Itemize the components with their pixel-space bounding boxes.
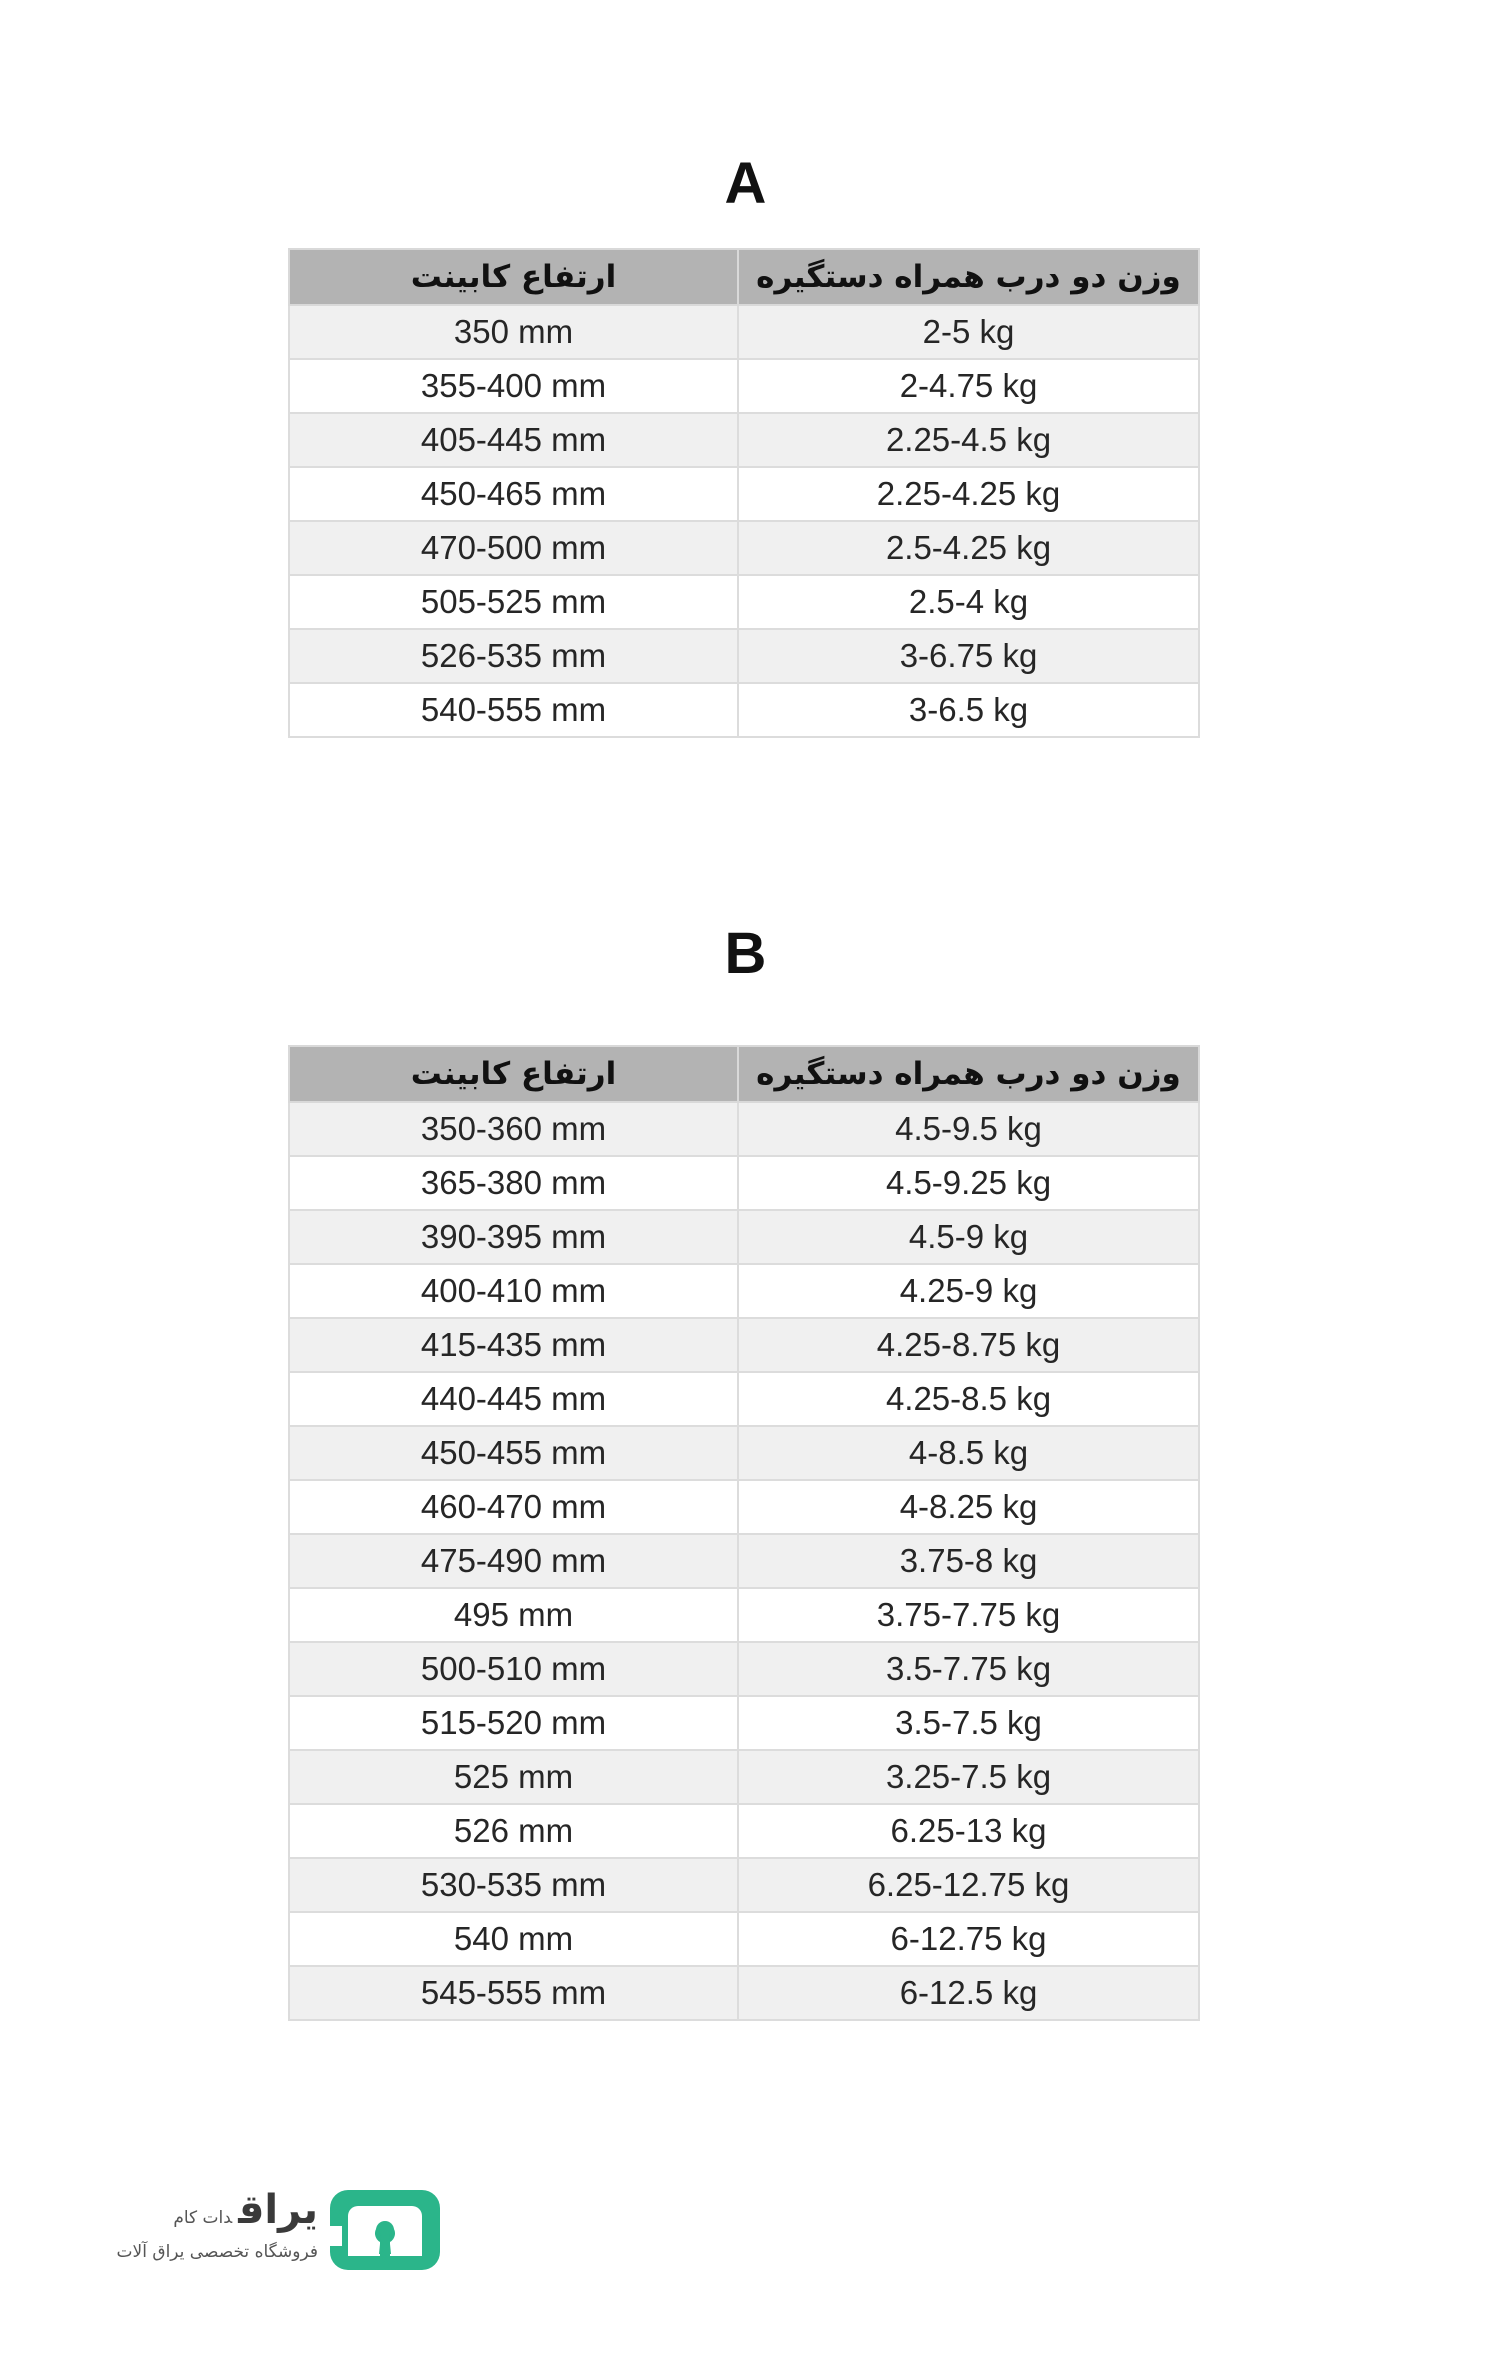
- table-row: [289, 521, 1199, 575]
- table-row: [289, 1534, 1199, 1588]
- logo-suffix: دات کام: [173, 2208, 233, 2228]
- height-cell: 526 mm: [289, 1804, 738, 1858]
- weight-cell: 3.5-7.5 kg: [738, 1696, 1199, 1750]
- table-row: [289, 1912, 1199, 1966]
- weight-cell: 4.5-9.5 kg: [738, 1102, 1199, 1156]
- table-b-header-weight: وزن دو درب همراه دستگیره: [738, 1046, 1199, 1102]
- weight-cell: 3-6.5 kg: [738, 683, 1199, 737]
- weight-cell: 2.5-4 kg: [738, 575, 1199, 629]
- table-row: [289, 1210, 1199, 1264]
- table-row: [289, 1480, 1199, 1534]
- table-a-header-height: ارتفاع کابینت: [289, 249, 738, 305]
- height-cell: 505-525 mm: [289, 575, 738, 629]
- table-row: [289, 1642, 1199, 1696]
- height-cell: 470-500 mm: [289, 521, 738, 575]
- table-row: [289, 467, 1199, 521]
- height-cell: 350-360 mm: [289, 1102, 738, 1156]
- table-b-header-height: ارتفاع کابینت: [289, 1046, 738, 1102]
- table-row: [289, 413, 1199, 467]
- table-row: [289, 683, 1199, 737]
- height-cell: 495 mm: [289, 1588, 738, 1642]
- weight-cell: 2-4.75 kg: [738, 359, 1199, 413]
- height-cell: 450-455 mm: [289, 1426, 738, 1480]
- table-b: [288, 1045, 1200, 2021]
- table-a-header-weight: وزن دو درب همراه دستگیره: [738, 249, 1199, 305]
- table-row: [289, 1858, 1199, 1912]
- height-cell: 440-445 mm: [289, 1372, 738, 1426]
- table-row: [289, 1750, 1199, 1804]
- table-a: [288, 248, 1200, 738]
- table-row: [289, 1804, 1199, 1858]
- table-row: [289, 1318, 1199, 1372]
- weight-cell: 4-8.5 kg: [738, 1426, 1199, 1480]
- table-row: [289, 575, 1199, 629]
- height-cell: 540-555 mm: [289, 683, 738, 737]
- weight-cell: 6-12.5 kg: [738, 1966, 1199, 2020]
- yaragh-keyhole-logo-icon: [328, 2186, 442, 2274]
- weight-cell: 2-5 kg: [738, 305, 1199, 359]
- table-b-header-row: [289, 1046, 1199, 1102]
- weight-cell: 3.5-7.75 kg: [738, 1642, 1199, 1696]
- height-cell: 540 mm: [289, 1912, 738, 1966]
- logo-brand-name: یراق: [238, 2187, 318, 2233]
- table-row: [289, 1966, 1199, 2020]
- weight-cell: 3.75-8 kg: [738, 1534, 1199, 1588]
- weight-cell: 4.5-9 kg: [738, 1210, 1199, 1264]
- height-cell: 475-490 mm: [289, 1534, 738, 1588]
- height-cell: 545-555 mm: [289, 1966, 738, 2020]
- weight-cell: 4.5-9.25 kg: [738, 1156, 1199, 1210]
- table-a-title: A: [724, 151, 767, 216]
- logo-text: [117, 2188, 318, 2264]
- height-cell: 500-510 mm: [289, 1642, 738, 1696]
- weight-cell: 6-12.75 kg: [738, 1912, 1199, 1966]
- table-row: [289, 1426, 1199, 1480]
- table-row: [289, 1102, 1199, 1156]
- height-cell: 460-470 mm: [289, 1480, 738, 1534]
- height-cell: 405-445 mm: [289, 413, 738, 467]
- weight-cell: 4.25-8.75 kg: [738, 1318, 1199, 1372]
- table-row: [289, 1156, 1199, 1210]
- weight-cell: 3.25-7.5 kg: [738, 1750, 1199, 1804]
- table-row: [289, 359, 1199, 413]
- height-cell: 390-395 mm: [289, 1210, 738, 1264]
- weight-cell: 4.25-8.5 kg: [738, 1372, 1199, 1426]
- table-b-title: B: [724, 921, 767, 986]
- table-row: [289, 1588, 1199, 1642]
- weight-cell: 3.75-7.75 kg: [738, 1588, 1199, 1642]
- height-cell: 450-465 mm: [289, 467, 738, 521]
- height-cell: 525 mm: [289, 1750, 738, 1804]
- weight-cell: 4.25-9 kg: [738, 1264, 1199, 1318]
- weight-cell: 6.25-12.75 kg: [738, 1858, 1199, 1912]
- weight-cell: 2.25-4.25 kg: [738, 467, 1199, 521]
- table-row: [289, 1372, 1199, 1426]
- logo-tagline: فروشگاه تخصصی یراق آلات: [116, 2242, 318, 2262]
- height-cell: 355-400 mm: [289, 359, 738, 413]
- table-row: [289, 629, 1199, 683]
- height-cell: 515-520 mm: [289, 1696, 738, 1750]
- weight-cell: 3-6.75 kg: [738, 629, 1199, 683]
- table-row: [289, 305, 1199, 359]
- table-a-header-row: [289, 249, 1199, 305]
- brand-logo: [96, 2186, 446, 2286]
- height-cell: 530-535 mm: [289, 1858, 738, 1912]
- table-row: [289, 1264, 1199, 1318]
- table-row: [289, 1696, 1199, 1750]
- height-cell: 350 mm: [289, 305, 738, 359]
- height-cell: 415-435 mm: [289, 1318, 738, 1372]
- height-cell: 526-535 mm: [289, 629, 738, 683]
- weight-cell: 6.25-13 kg: [738, 1804, 1199, 1858]
- height-cell: 365-380 mm: [289, 1156, 738, 1210]
- weight-cell: 2.25-4.5 kg: [738, 413, 1199, 467]
- weight-cell: 4-8.25 kg: [738, 1480, 1199, 1534]
- weight-cell: 2.5-4.25 kg: [738, 521, 1199, 575]
- height-cell: 400-410 mm: [289, 1264, 738, 1318]
